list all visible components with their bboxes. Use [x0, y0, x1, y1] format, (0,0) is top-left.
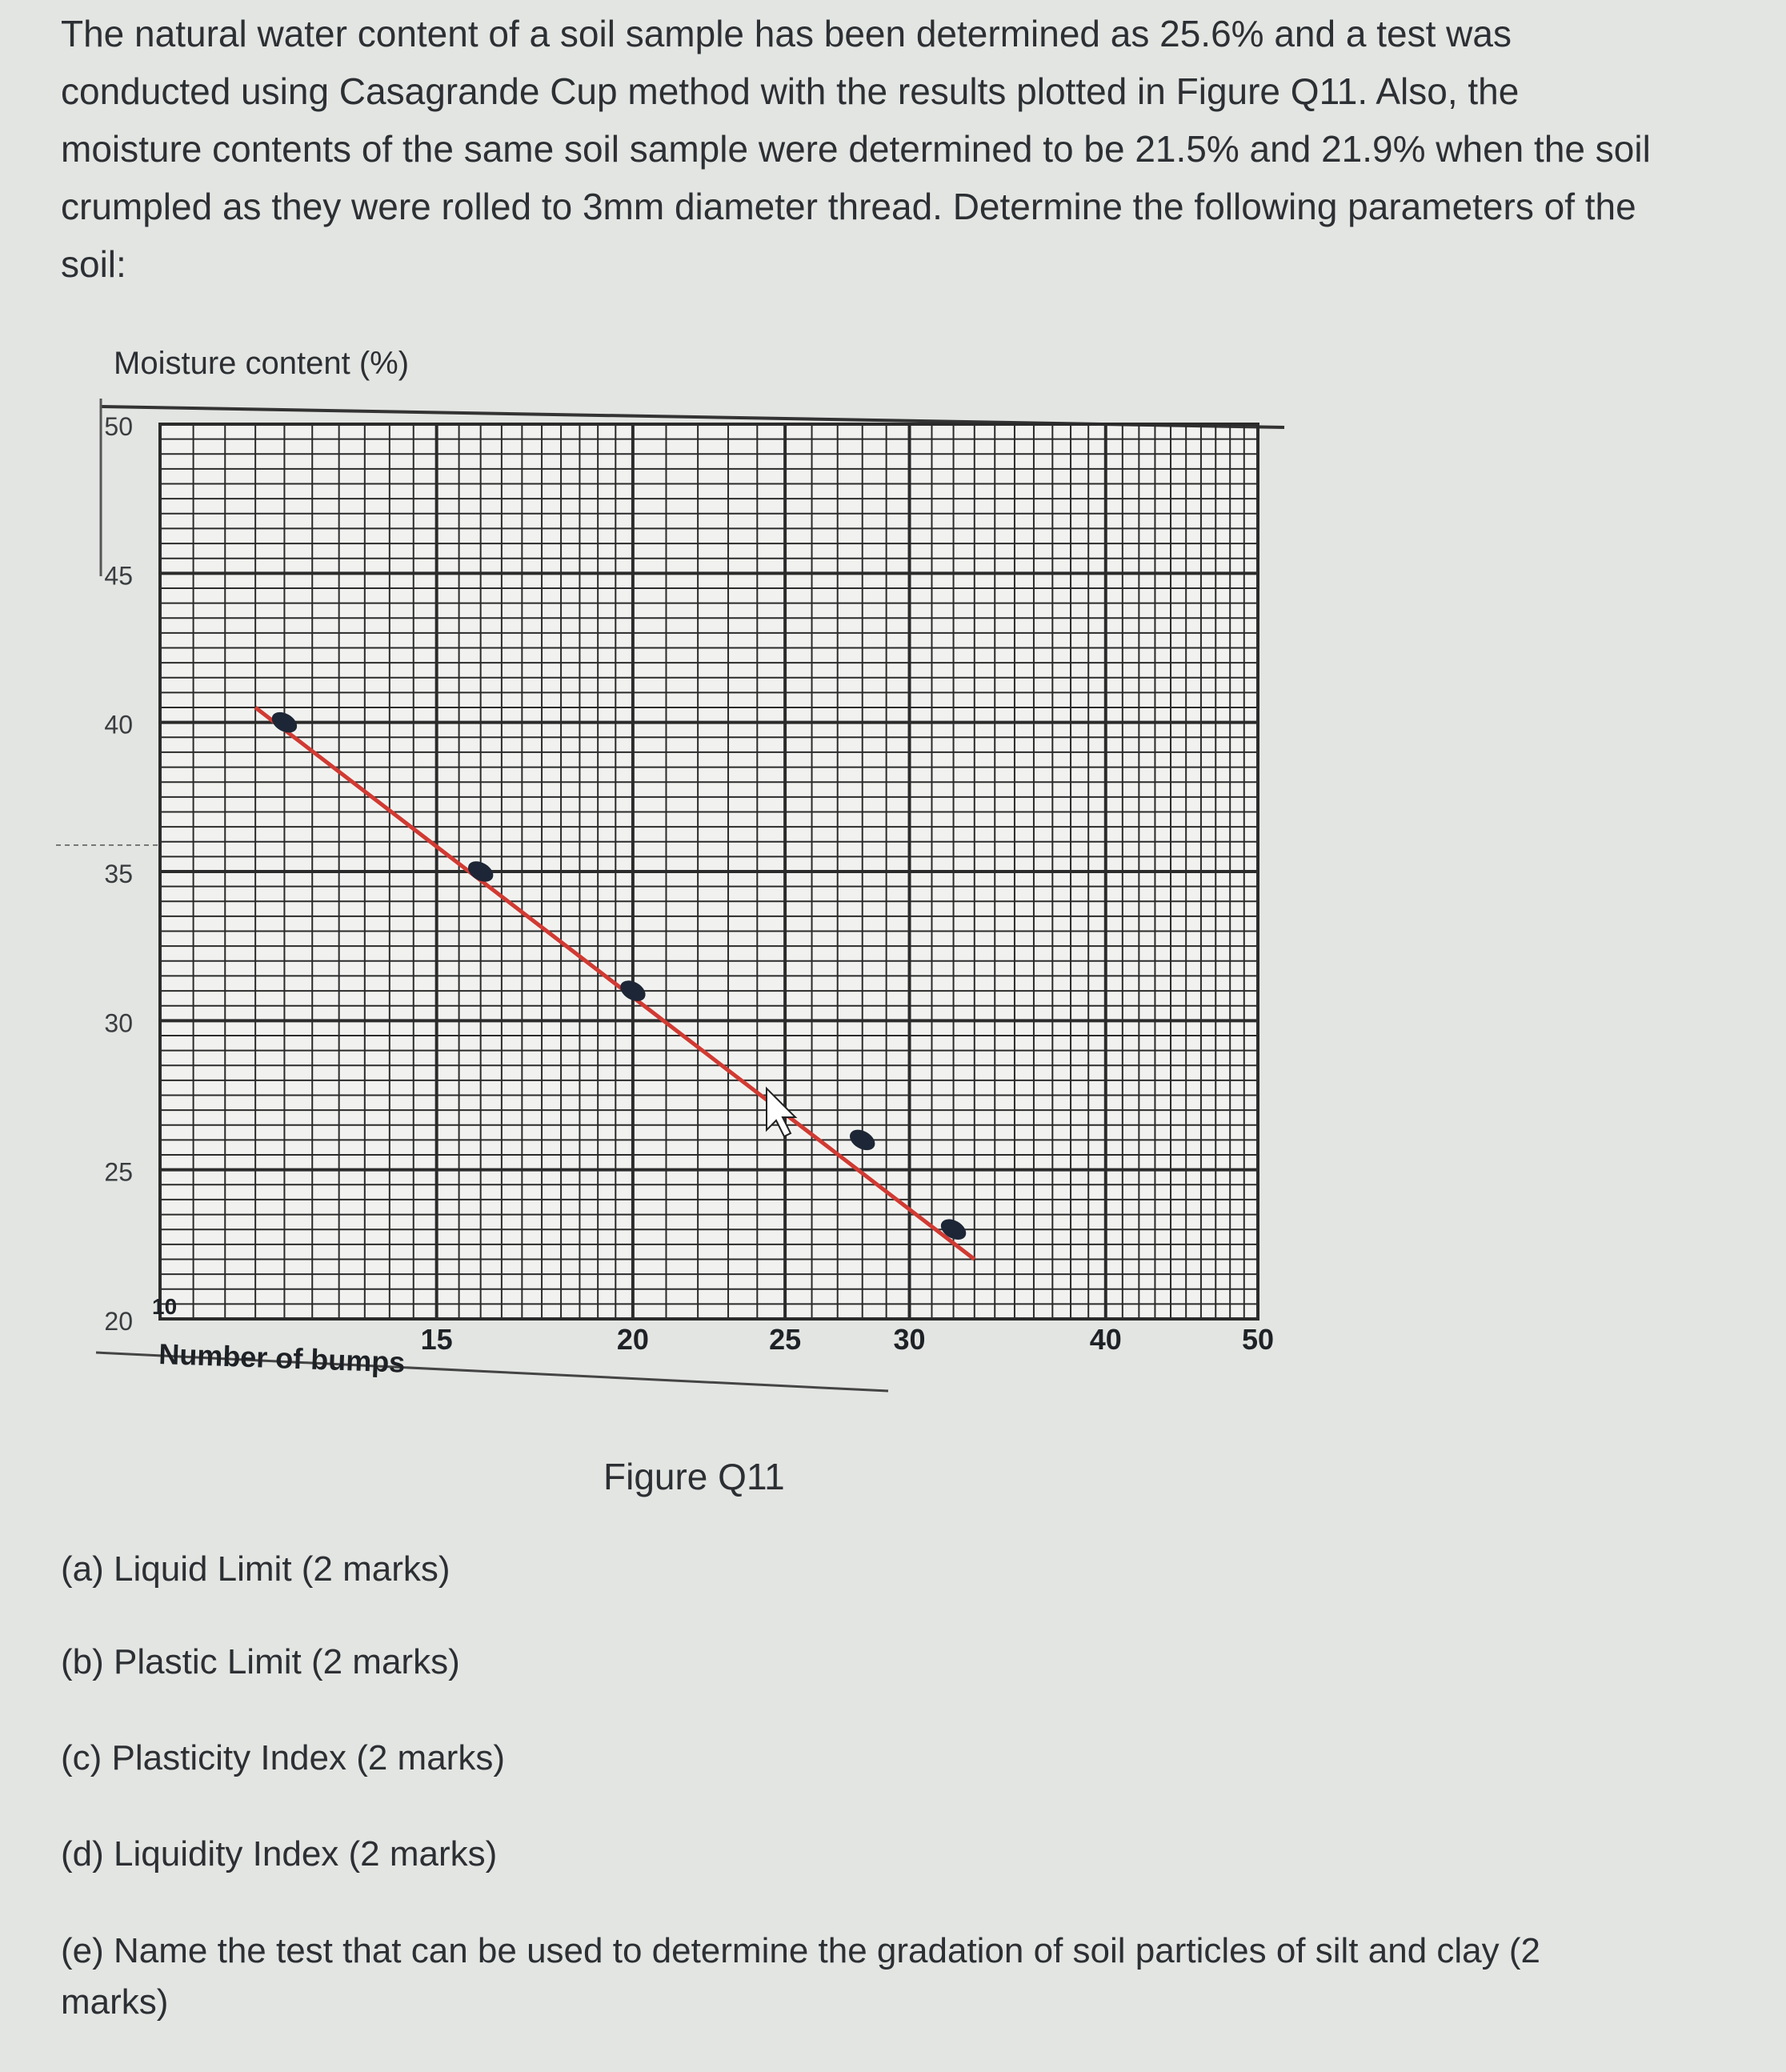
x-tick-label: 15 — [420, 1323, 453, 1356]
x-tick-label: 25 — [769, 1323, 802, 1356]
x-tick-label: 20 — [616, 1323, 649, 1356]
y-tick-label: 35 — [104, 860, 133, 888]
chart-grid — [160, 424, 1258, 1319]
question-part-b: (b) Plastic Limit (2 marks) — [61, 1642, 460, 1681]
question-part-c: (c) Plasticity Index (2 marks) — [61, 1738, 505, 1777]
question-intro: The natural water content of a soil sample has been determined as 25.6% and a test was conducted using Casagrande Cup method with the results plotted in Figure Q11. Also, the moisture contents of the same soil sample were determined to be 21.5% and 21.9% when the soil crumpled as they were rolled to 3mm diameter thread. Determine the following parameters of the soil: — [61, 13, 1651, 285]
y-tick-label: 40 — [104, 710, 133, 739]
y-tick-label: 30 — [104, 1008, 133, 1038]
question-part-d: (d) Liquidity Index (2 marks) — [61, 1834, 498, 1874]
x-tick-label: 50 — [1241, 1323, 1275, 1356]
y-tick-label: 50 — [104, 412, 133, 441]
question-part-a: (a) Liquid Limit (2 marks) — [61, 1549, 451, 1589]
question-part-e: (e) Name the test that can be used to determine the gradation of soil particles of silt and clay (2 marks) — [61, 1931, 1540, 2022]
x-tick-label: 10 — [152, 1294, 178, 1319]
figure-caption: Figure Q11 — [603, 1456, 785, 1497]
x-tick-label: 30 — [893, 1323, 926, 1356]
x-tick-label: 40 — [1089, 1323, 1122, 1356]
x-axis-label: Number of bumps — [158, 1337, 406, 1379]
y-tick-label: 25 — [104, 1157, 133, 1187]
y-tick-label: 45 — [104, 561, 133, 591]
y-axis-label: Moisture content (%) — [114, 346, 410, 381]
y-tick-label: 20 — [104, 1307, 133, 1336]
